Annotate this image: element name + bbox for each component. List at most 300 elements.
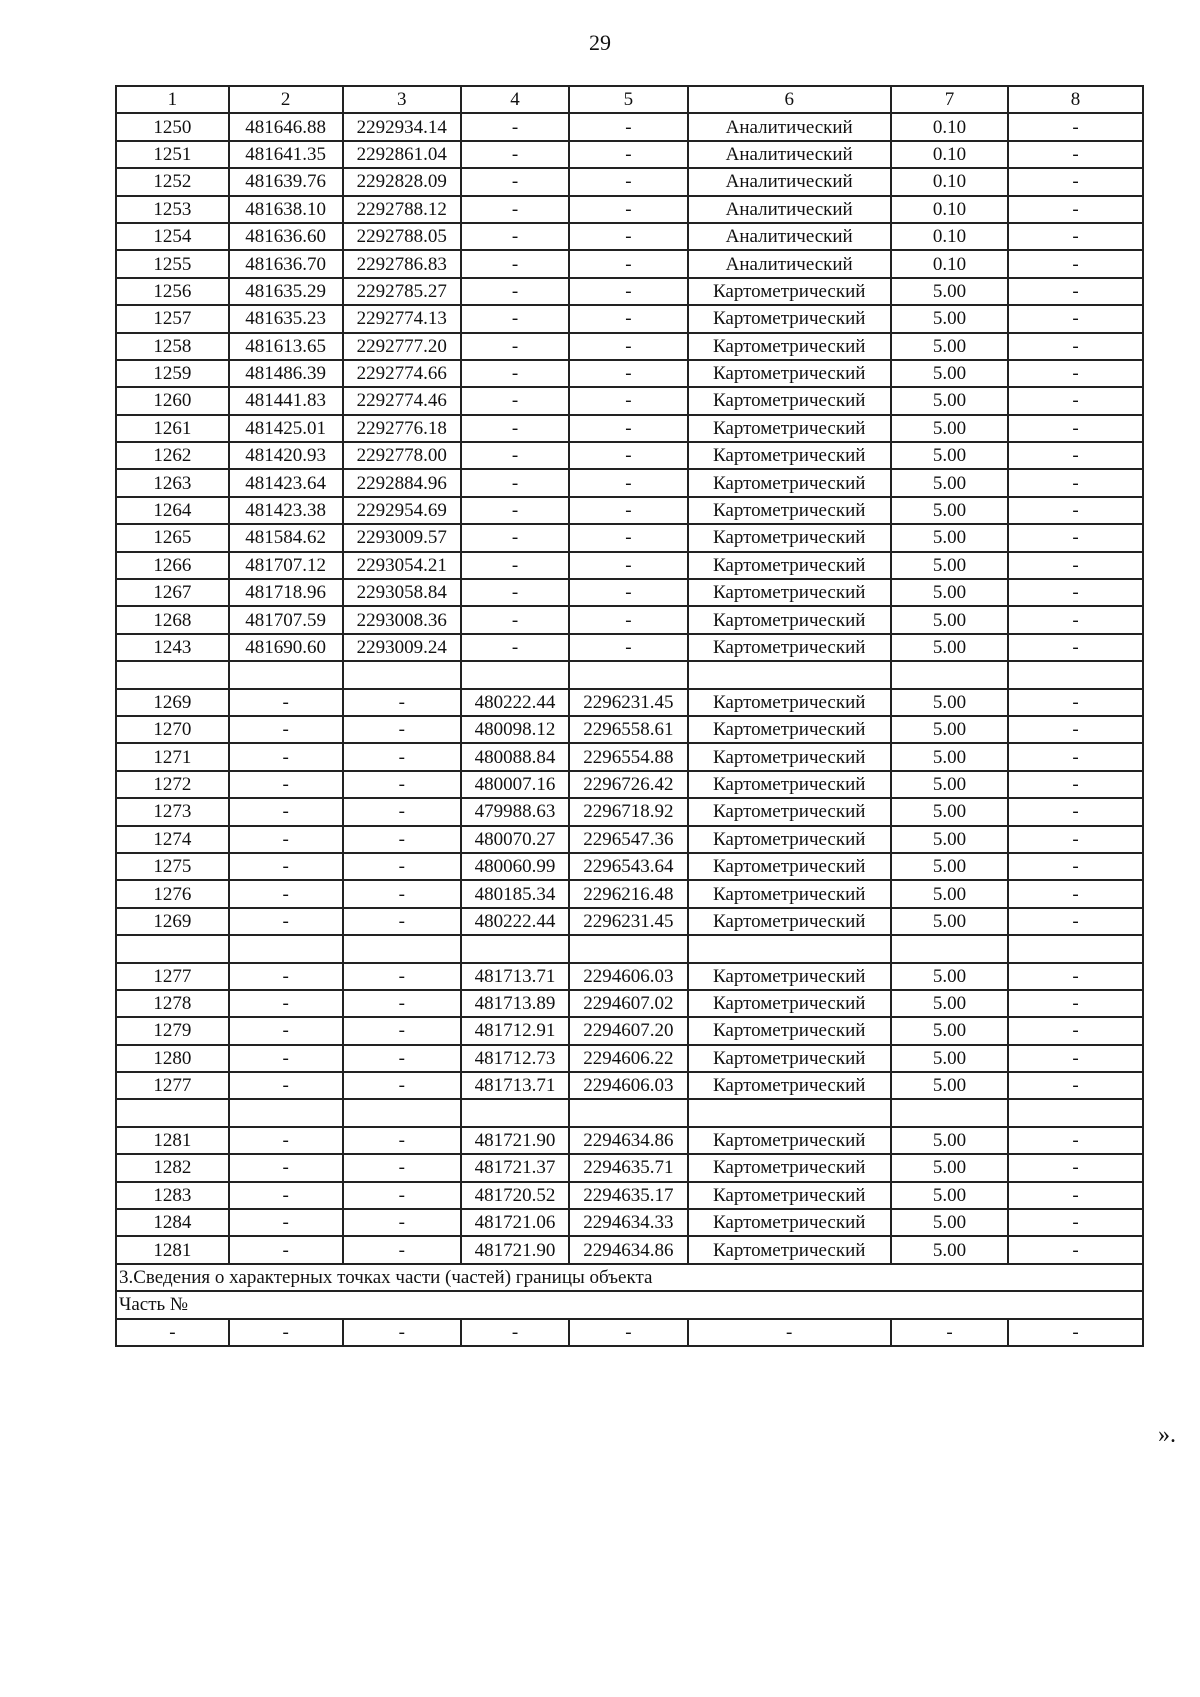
column-number-cell: 1 xyxy=(116,86,229,113)
table-cell: 1277 xyxy=(116,1072,229,1099)
table-cell: 1281 xyxy=(116,1236,229,1263)
table-cell: 481638.10 xyxy=(229,196,343,223)
table-cell: 5.00 xyxy=(891,798,1008,825)
table-cell: - xyxy=(1008,716,1143,743)
table-row xyxy=(116,853,1143,880)
table-cell: - xyxy=(229,1045,343,1072)
table-cell: 1250 xyxy=(116,113,229,140)
table-cell: 5.00 xyxy=(891,1154,1008,1181)
table-row xyxy=(116,250,1143,277)
table-cell: 1262 xyxy=(116,442,229,469)
table-cell: - xyxy=(461,606,569,633)
empty-cell xyxy=(461,935,569,962)
table-row xyxy=(116,1127,1143,1154)
table-cell: 481635.23 xyxy=(229,305,343,332)
table-cell: - xyxy=(1008,1127,1143,1154)
table-row xyxy=(116,908,1143,935)
table-cell: Картометрический xyxy=(688,880,891,907)
table-cell: - xyxy=(461,305,569,332)
table-row xyxy=(116,606,1143,633)
table-row xyxy=(116,1209,1143,1236)
table-cell: - xyxy=(1008,1209,1143,1236)
table-cell: 1284 xyxy=(116,1209,229,1236)
table-cell: - xyxy=(229,963,343,990)
table-cell: - xyxy=(1008,743,1143,770)
column-number-cell: 2 xyxy=(229,86,343,113)
table-cell: 480070.27 xyxy=(461,826,569,853)
table-cell: 0.10 xyxy=(891,113,1008,140)
table-cell: 5.00 xyxy=(891,1045,1008,1072)
table-cell: - xyxy=(1008,113,1143,140)
table-cell: 2292934.14 xyxy=(343,113,461,140)
table-cell: - xyxy=(1008,278,1143,305)
column-number-cell: 5 xyxy=(569,86,687,113)
table-cell: 481720.52 xyxy=(461,1182,569,1209)
section-3-title-row xyxy=(116,1264,1143,1291)
table-cell: 2294606.22 xyxy=(569,1045,687,1072)
table-cell: - xyxy=(461,141,569,168)
table-cell: - xyxy=(1008,908,1143,935)
empty-cell xyxy=(1008,1099,1143,1126)
table-row xyxy=(116,743,1143,770)
table-cell: - xyxy=(229,1182,343,1209)
table-row xyxy=(116,113,1143,140)
table-cell: - xyxy=(229,990,343,1017)
table-cell: 5.00 xyxy=(891,743,1008,770)
table-row xyxy=(116,1072,1143,1099)
coordinates-table xyxy=(115,85,1144,1347)
table-row xyxy=(116,826,1143,853)
table-cell: 481646.88 xyxy=(229,113,343,140)
empty-separator-row xyxy=(116,661,1143,688)
table-cell: 1251 xyxy=(116,141,229,168)
table-cell: - xyxy=(891,1319,1008,1346)
table-cell: Картометрический xyxy=(688,579,891,606)
table-row xyxy=(116,524,1143,551)
table-cell: - xyxy=(569,333,687,360)
table-row xyxy=(116,771,1143,798)
table-cell: - xyxy=(1008,168,1143,195)
table-row xyxy=(116,689,1143,716)
table-cell: - xyxy=(1008,360,1143,387)
column-number-cell: 3 xyxy=(343,86,461,113)
table-cell: - xyxy=(229,743,343,770)
table-cell: Картометрический xyxy=(688,333,891,360)
table-cell: 481641.35 xyxy=(229,141,343,168)
table-cell: 5.00 xyxy=(891,387,1008,414)
table-cell: 1259 xyxy=(116,360,229,387)
table-cell: 2296543.64 xyxy=(569,853,687,880)
table-cell: - xyxy=(461,552,569,579)
table-cell: - xyxy=(1008,250,1143,277)
table-cell: - xyxy=(343,963,461,990)
table-cell: 480060.99 xyxy=(461,853,569,880)
table-cell: - xyxy=(1008,1319,1143,1346)
table-cell: Аналитический xyxy=(688,141,891,168)
table-cell: - xyxy=(343,1072,461,1099)
table-cell: 2293009.57 xyxy=(343,524,461,551)
table-cell: - xyxy=(1008,415,1143,442)
table-cell: - xyxy=(569,168,687,195)
table-cell: 2292774.46 xyxy=(343,387,461,414)
empty-cell xyxy=(569,661,687,688)
empty-cell xyxy=(891,935,1008,962)
table-cell: 5.00 xyxy=(891,469,1008,496)
table-cell: Картометрический xyxy=(688,1072,891,1099)
table-cell: Картометрический xyxy=(688,497,891,524)
table-cell: 481423.64 xyxy=(229,469,343,496)
table-cell: Картометрический xyxy=(688,606,891,633)
table-cell: 1273 xyxy=(116,798,229,825)
table-cell: 1265 xyxy=(116,524,229,551)
table-cell: 5.00 xyxy=(891,579,1008,606)
table-cell: - xyxy=(343,853,461,880)
table-cell: - xyxy=(343,1154,461,1181)
table-cell: 1263 xyxy=(116,469,229,496)
table-cell: 2293054.21 xyxy=(343,552,461,579)
table-cell: - xyxy=(1008,1045,1143,1072)
table-cell: - xyxy=(229,1236,343,1263)
table-cell: - xyxy=(1008,333,1143,360)
table-cell: Картометрический xyxy=(688,1045,891,1072)
table-cell: 2292786.83 xyxy=(343,250,461,277)
table-cell: - xyxy=(229,1127,343,1154)
table-cell: - xyxy=(343,1209,461,1236)
table-cell: 1278 xyxy=(116,990,229,1017)
part-points-row xyxy=(116,1319,1143,1346)
table-cell: 481712.73 xyxy=(461,1045,569,1072)
table-cell: 2294607.20 xyxy=(569,1017,687,1044)
table-cell: 1257 xyxy=(116,305,229,332)
table-cell: 5.00 xyxy=(891,963,1008,990)
table-cell: 1243 xyxy=(116,634,229,661)
table-cell: 2296554.88 xyxy=(569,743,687,770)
table-cell: - xyxy=(229,1209,343,1236)
table-cell: 2292861.04 xyxy=(343,141,461,168)
table-cell: 5.00 xyxy=(891,442,1008,469)
empty-cell xyxy=(688,1099,891,1126)
table-cell: - xyxy=(569,579,687,606)
table-cell: Картометрический xyxy=(688,415,891,442)
table-cell: - xyxy=(1008,579,1143,606)
table-cell: - xyxy=(569,552,687,579)
table-cell: Картометрический xyxy=(688,634,891,661)
table-cell: Картометрический xyxy=(688,360,891,387)
table-cell: Картометрический xyxy=(688,442,891,469)
table-cell: Аналитический xyxy=(688,113,891,140)
table-cell: Картометрический xyxy=(688,963,891,990)
table-cell: 480098.12 xyxy=(461,716,569,743)
table-cell: 1269 xyxy=(116,908,229,935)
empty-cell xyxy=(229,935,343,962)
table-cell: - xyxy=(569,606,687,633)
table-cell: 5.00 xyxy=(891,771,1008,798)
page-number: 29 xyxy=(589,30,611,55)
table-cell: - xyxy=(1008,196,1143,223)
table-cell: 2294606.03 xyxy=(569,963,687,990)
table-cell: - xyxy=(343,798,461,825)
table-cell: - xyxy=(343,880,461,907)
table-cell: 481713.71 xyxy=(461,1072,569,1099)
table-cell: - xyxy=(569,278,687,305)
table-row xyxy=(116,798,1143,825)
table-row xyxy=(116,552,1143,579)
table-cell: 1277 xyxy=(116,963,229,990)
table-cell: Картометрический xyxy=(688,1209,891,1236)
table-cell: Картометрический xyxy=(688,826,891,853)
table-cell: 481713.89 xyxy=(461,990,569,1017)
table-cell: 5.00 xyxy=(891,360,1008,387)
table-cell: 481713.71 xyxy=(461,963,569,990)
table-cell: 5.00 xyxy=(891,497,1008,524)
table-row xyxy=(116,1045,1143,1072)
empty-cell xyxy=(688,935,891,962)
table-cell: 0.10 xyxy=(891,250,1008,277)
table-cell: - xyxy=(343,1319,461,1346)
table-cell: - xyxy=(343,990,461,1017)
table-cell: Картометрический xyxy=(688,305,891,332)
table-cell: 2296231.45 xyxy=(569,908,687,935)
table-cell: 1276 xyxy=(116,880,229,907)
table-cell: - xyxy=(343,743,461,770)
table-cell: - xyxy=(343,908,461,935)
table-cell: - xyxy=(229,771,343,798)
table-cell: 1282 xyxy=(116,1154,229,1181)
table-row xyxy=(116,278,1143,305)
table-cell: - xyxy=(229,908,343,935)
table-cell: 1260 xyxy=(116,387,229,414)
table-cell: Картометрический xyxy=(688,1236,891,1263)
table-cell: - xyxy=(461,634,569,661)
table-cell: Аналитический xyxy=(688,250,891,277)
table-cell: 481613.65 xyxy=(229,333,343,360)
table-cell: - xyxy=(229,1017,343,1044)
table-cell: 2294635.71 xyxy=(569,1154,687,1181)
table-cell: - xyxy=(343,1182,461,1209)
table-row xyxy=(116,1236,1143,1263)
empty-cell xyxy=(1008,935,1143,962)
table-cell: - xyxy=(1008,963,1143,990)
table-cell: Картометрический xyxy=(688,990,891,1017)
table-cell: 481721.06 xyxy=(461,1209,569,1236)
table-cell: - xyxy=(116,1319,229,1346)
empty-cell xyxy=(688,661,891,688)
table-cell: 5.00 xyxy=(891,826,1008,853)
table-cell: Картометрический xyxy=(688,1182,891,1209)
empty-cell xyxy=(891,1099,1008,1126)
table-cell: - xyxy=(229,1319,343,1346)
table-cell: 481423.38 xyxy=(229,497,343,524)
empty-cell xyxy=(229,1099,343,1126)
table-cell: - xyxy=(688,1319,891,1346)
table-cell: Картометрический xyxy=(688,552,891,579)
table-cell: 2293058.84 xyxy=(343,579,461,606)
table-cell: Картометрический xyxy=(688,1017,891,1044)
table-cell: - xyxy=(1008,524,1143,551)
table-cell: - xyxy=(343,771,461,798)
table-cell: 2292954.69 xyxy=(343,497,461,524)
table-cell: 5.00 xyxy=(891,415,1008,442)
table-cell: 481718.96 xyxy=(229,579,343,606)
table-cell: 0.10 xyxy=(891,196,1008,223)
table-cell: 2296547.36 xyxy=(569,826,687,853)
table-cell: 5.00 xyxy=(891,634,1008,661)
table-cell: 5.00 xyxy=(891,1127,1008,1154)
table-cell: 2292788.05 xyxy=(343,223,461,250)
table-cell: - xyxy=(229,1154,343,1181)
table-row xyxy=(116,963,1143,990)
table-cell: 0.10 xyxy=(891,223,1008,250)
table-cell: - xyxy=(1008,689,1143,716)
table-cell: 5.00 xyxy=(891,606,1008,633)
part-label-row xyxy=(116,1291,1143,1318)
table-cell: 0.10 xyxy=(891,141,1008,168)
table-cell: 1256 xyxy=(116,278,229,305)
table-cell: 2292828.09 xyxy=(343,168,461,195)
empty-cell xyxy=(569,935,687,962)
table-cell: - xyxy=(1008,552,1143,579)
table-cell: - xyxy=(343,826,461,853)
table-cell: - xyxy=(461,524,569,551)
table-cell: Картометрический xyxy=(688,716,891,743)
table-row xyxy=(116,223,1143,250)
table-cell: - xyxy=(569,113,687,140)
table-cell: 480222.44 xyxy=(461,908,569,935)
table-cell: 5.00 xyxy=(891,524,1008,551)
table-row xyxy=(116,1017,1143,1044)
table-cell: - xyxy=(1008,305,1143,332)
table-cell: 1275 xyxy=(116,853,229,880)
table-cell: - xyxy=(461,113,569,140)
table-row xyxy=(116,333,1143,360)
table-cell: - xyxy=(343,1017,461,1044)
table-cell: - xyxy=(569,250,687,277)
table-cell: - xyxy=(569,469,687,496)
table-cell: Картометрический xyxy=(688,1127,891,1154)
table-row xyxy=(116,360,1143,387)
table-cell: 1264 xyxy=(116,497,229,524)
table-row xyxy=(116,196,1143,223)
table-cell: - xyxy=(1008,826,1143,853)
table-cell: 1279 xyxy=(116,1017,229,1044)
table-cell: 2293009.24 xyxy=(343,634,461,661)
table-row xyxy=(116,141,1143,168)
table-cell: - xyxy=(1008,606,1143,633)
table-cell: - xyxy=(1008,771,1143,798)
table-cell: Картометрический xyxy=(688,1154,891,1181)
table-cell: 1268 xyxy=(116,606,229,633)
table-cell: - xyxy=(461,278,569,305)
table-cell: - xyxy=(229,798,343,825)
closing-quote: ». xyxy=(1158,1422,1176,1448)
table-row xyxy=(116,387,1143,414)
table-cell: - xyxy=(343,716,461,743)
table-cell: 1270 xyxy=(116,716,229,743)
table-cell: - xyxy=(569,415,687,442)
table-cell: - xyxy=(461,223,569,250)
table-cell: - xyxy=(461,168,569,195)
table-cell: - xyxy=(229,1072,343,1099)
table-cell: - xyxy=(569,634,687,661)
table-cell: 0.10 xyxy=(891,168,1008,195)
table-cell: 1258 xyxy=(116,333,229,360)
table-cell: - xyxy=(461,387,569,414)
table-cell: Картометрический xyxy=(688,798,891,825)
table-cell: 5.00 xyxy=(891,552,1008,579)
table-cell: 481636.60 xyxy=(229,223,343,250)
table-cell: 481721.90 xyxy=(461,1127,569,1154)
table-cell: Картометрический xyxy=(688,689,891,716)
table-row xyxy=(116,880,1143,907)
table-cell: - xyxy=(229,716,343,743)
table-cell: Картометрический xyxy=(688,387,891,414)
table-cell: 2292788.12 xyxy=(343,196,461,223)
table-cell: Картометрический xyxy=(688,908,891,935)
table-cell: - xyxy=(461,333,569,360)
section-3-title: 3.Сведения о характерных точках части (частей) границы объекта xyxy=(116,1264,1143,1291)
table-row xyxy=(116,469,1143,496)
table-cell: - xyxy=(569,360,687,387)
table-cell: - xyxy=(1008,634,1143,661)
table-cell: - xyxy=(569,497,687,524)
table-cell: 481584.62 xyxy=(229,524,343,551)
table-row xyxy=(116,579,1143,606)
table-cell: - xyxy=(343,1045,461,1072)
table-cell: 481690.60 xyxy=(229,634,343,661)
table-cell: 5.00 xyxy=(891,1236,1008,1263)
table-cell: Картометрический xyxy=(688,771,891,798)
table-cell: 479988.63 xyxy=(461,798,569,825)
empty-separator-row xyxy=(116,1099,1143,1126)
table-cell: 5.00 xyxy=(891,1017,1008,1044)
table-cell: Картометрический xyxy=(688,853,891,880)
table-cell: 5.00 xyxy=(891,908,1008,935)
table-cell: 5.00 xyxy=(891,1182,1008,1209)
table-cell: 1269 xyxy=(116,689,229,716)
table-cell: 480185.34 xyxy=(461,880,569,907)
table-cell: 2294634.86 xyxy=(569,1127,687,1154)
table-cell: 480088.84 xyxy=(461,743,569,770)
table-cell: 2293008.36 xyxy=(343,606,461,633)
table-cell: 1272 xyxy=(116,771,229,798)
table-cell: 1281 xyxy=(116,1127,229,1154)
table-cell: 5.00 xyxy=(891,1072,1008,1099)
table-cell: - xyxy=(569,223,687,250)
table-cell: - xyxy=(343,689,461,716)
table-cell: 481639.76 xyxy=(229,168,343,195)
column-number-cell: 8 xyxy=(1008,86,1143,113)
table-cell: 1280 xyxy=(116,1045,229,1072)
table-row xyxy=(116,305,1143,332)
table-cell: 1253 xyxy=(116,196,229,223)
table-cell: 2292777.20 xyxy=(343,333,461,360)
table-cell: 2296231.45 xyxy=(569,689,687,716)
table-cell: 5.00 xyxy=(891,716,1008,743)
table-cell: - xyxy=(343,1127,461,1154)
empty-separator-row xyxy=(116,935,1143,962)
table-cell: 481636.70 xyxy=(229,250,343,277)
table-row xyxy=(116,1154,1143,1181)
table-cell: - xyxy=(229,826,343,853)
table-cell: - xyxy=(1008,853,1143,880)
table-cell: 2292884.96 xyxy=(343,469,461,496)
column-number-cell: 6 xyxy=(688,86,891,113)
table-cell: 1274 xyxy=(116,826,229,853)
table-cell: - xyxy=(1008,798,1143,825)
table-cell: 1266 xyxy=(116,552,229,579)
table-cell: 2294607.02 xyxy=(569,990,687,1017)
table-cell: 481721.37 xyxy=(461,1154,569,1181)
